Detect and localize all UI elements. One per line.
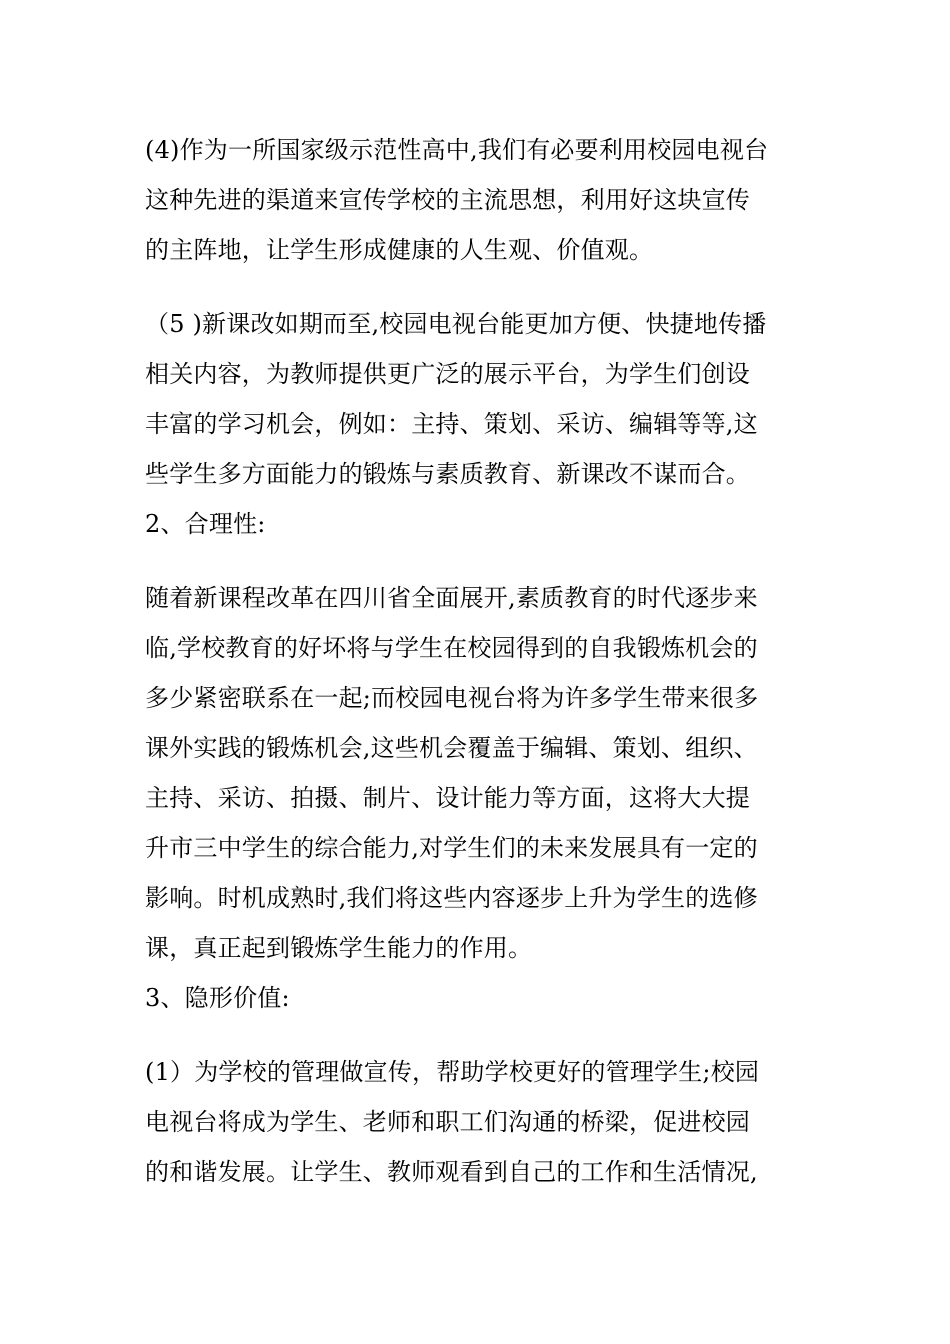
text-line-13: 主持、采访、拍摄、制片、设计能力等方面，这将大大提 — [145, 784, 750, 812]
section-heading-rationality: 2、合理性: — [145, 510, 266, 538]
text-line-10: 临,学校教育的好坏将与学生在校园得到的自我锻炼机会的 — [145, 634, 758, 662]
text-line-3: 的主阵地，让学生形成健康的人生观、价值观。 — [145, 236, 654, 264]
text-line-7: 些学生多方面能力的锻炼与素质教育、新课改不谋而合。 — [145, 460, 750, 488]
text-line-16: 课，真正起到锻炼学生能力的作用。 — [145, 934, 533, 962]
text-line-2: 这种先进的渠道来宣传学校的主流思想，利用好这块宣传 — [145, 186, 750, 214]
text-line-18: (1）为学校的管理做宣传，帮助学校更好的管理学生;校园 — [145, 1058, 760, 1086]
text-line-11: 多少紧密联系在一起;而校园电视台将为许多学生带来很多 — [145, 684, 759, 712]
text-line-9: 随着新课程改革在四川省全面展开,素质教育的时代逐步来 — [145, 584, 758, 612]
text-line-20: 的和谐发展。让学生、教师观看到自己的工作和生活情况, — [145, 1158, 758, 1186]
section-heading-hidden-value: 3、隐形价值: — [145, 984, 290, 1012]
text-line-14: 升市三中学生的综合能力,对学生们的未来发展具有一定的 — [145, 834, 758, 862]
text-line-5: 相关内容，为教师提供更广泛的展示平台，为学生们创设 — [145, 360, 750, 388]
text-line-19: 电视台将成为学生、老师和职工们沟通的桥梁，促进校园 — [145, 1108, 750, 1136]
text-line-6: 丰富的学习机会，例如：主持、策划、采访、编辑等等,这 — [145, 410, 758, 438]
text-line-1: (4)作为一所国家级示范性高中,我们有必要利用校园电视台 — [145, 136, 769, 164]
text-line-4: （5 )新课改如期而至,校园电视台能更加方便、快捷地传播 — [145, 310, 767, 338]
text-line-15: 影响。时机成熟时,我们将这些内容逐步上升为学生的选修 — [145, 884, 758, 912]
text-line-12: 课外实践的锻炼机会,这些机会覆盖于编辑、策划、组织、 — [145, 734, 758, 762]
